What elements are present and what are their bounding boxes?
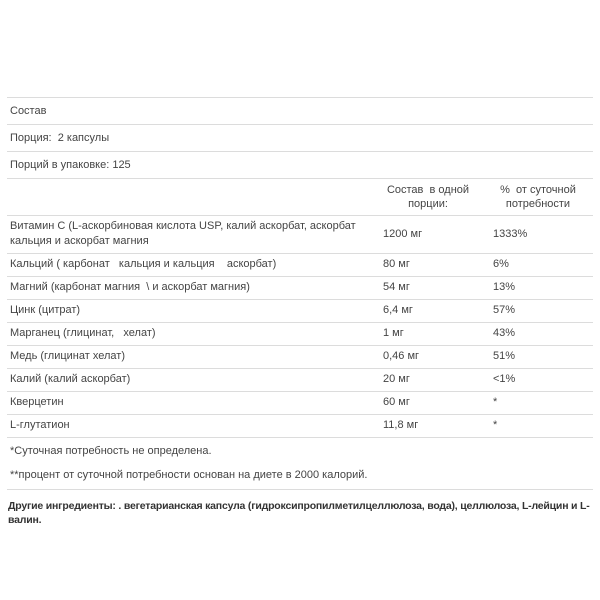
ingredient-amount: 60 мг xyxy=(383,396,410,408)
ingredient-amount: 11,8 мг xyxy=(383,419,419,431)
table-header-row xyxy=(7,178,593,215)
ingredient-amount: 1200 мг xyxy=(383,227,423,240)
ingredient-name: Медь (глицинат хелат) xyxy=(10,350,125,362)
footnote-daily-value: *Суточная потребность не определена. xyxy=(10,445,212,457)
servings-per-container-row xyxy=(7,151,593,178)
serving-size: Порция: 2 капсулы xyxy=(10,132,110,144)
ingredient-name: L-глутатион xyxy=(10,419,70,431)
table-row xyxy=(7,276,593,299)
section-title-row xyxy=(7,97,593,124)
serving-size-row xyxy=(7,124,593,151)
table-row xyxy=(7,414,593,437)
section-title: Состав xyxy=(10,105,47,117)
table-row xyxy=(7,299,593,322)
ingredient-dv: 51% xyxy=(493,350,516,362)
column-header-amount-line1: Состав в одной xyxy=(386,184,470,196)
ingredient-name: Кальций ( карбонат кальция и кальция аскорбат) xyxy=(10,258,277,270)
table-row xyxy=(7,345,593,368)
column-header-amount-line2: порции: xyxy=(408,198,448,210)
ingredient-amount: 1 мг xyxy=(383,327,404,339)
column-header-dv-line2: потребности xyxy=(505,198,571,210)
column-header-dv-line1: % от суточной xyxy=(500,184,576,196)
ingredient-amount: 20 мг xyxy=(383,373,410,385)
ingredient-dv: <1% xyxy=(493,373,516,385)
footnote-percent-diet: **процент от суточной потребности основан на диете в 2000 калорий. xyxy=(10,469,368,481)
supplement-facts-panel xyxy=(7,97,593,527)
ingredient-name: Витамин C (L-аскорбиновая кислота USP, калий аскорбат, аскорбат кальция и аскорбат магния xyxy=(10,220,359,247)
ingredient-dv: 13% xyxy=(493,281,516,293)
table-row xyxy=(7,253,593,276)
footnotes-block xyxy=(7,437,593,489)
ingredient-name: Кверцетин xyxy=(10,396,64,408)
ingredient-amount: 54 мг xyxy=(383,281,410,293)
ingredient-name: Калий (калий аскорбат) xyxy=(10,373,131,385)
table-row xyxy=(7,215,593,253)
ingredient-amount: 80 мг xyxy=(383,258,410,270)
ingredient-dv: * xyxy=(493,396,498,408)
table-row xyxy=(7,322,593,345)
other-ingredients: Другие ингредиенты: . вегетарианская капсула (гидроксипропилметилцеллюлоза, вода), целлюлоза, L-лейцин и L-валин. xyxy=(8,500,590,526)
servings-per-container: Порций в упаковке: 125 xyxy=(10,159,131,171)
ingredient-dv: 43% xyxy=(493,327,516,339)
table-row xyxy=(7,391,593,414)
ingredient-dv: 1333% xyxy=(493,227,528,240)
table-row xyxy=(7,368,593,391)
column-header-amount xyxy=(373,183,483,211)
ingredient-dv: 6% xyxy=(493,258,509,270)
column-header-dv xyxy=(483,183,593,211)
ingredient-name: Марганец (глицинат, хелат) xyxy=(10,327,156,339)
ingredient-dv: * xyxy=(493,419,498,431)
other-ingredients-row xyxy=(7,489,593,527)
ingredient-name: Цинк (цитрат) xyxy=(10,304,81,316)
ingredient-amount: 6,4 мг xyxy=(383,304,413,316)
ingredient-amount: 0,46 мг xyxy=(383,350,420,362)
ingredient-dv: 57% xyxy=(493,304,516,316)
ingredient-name: Магний (карбонат магния \ и аскорбат магния) xyxy=(10,281,250,293)
